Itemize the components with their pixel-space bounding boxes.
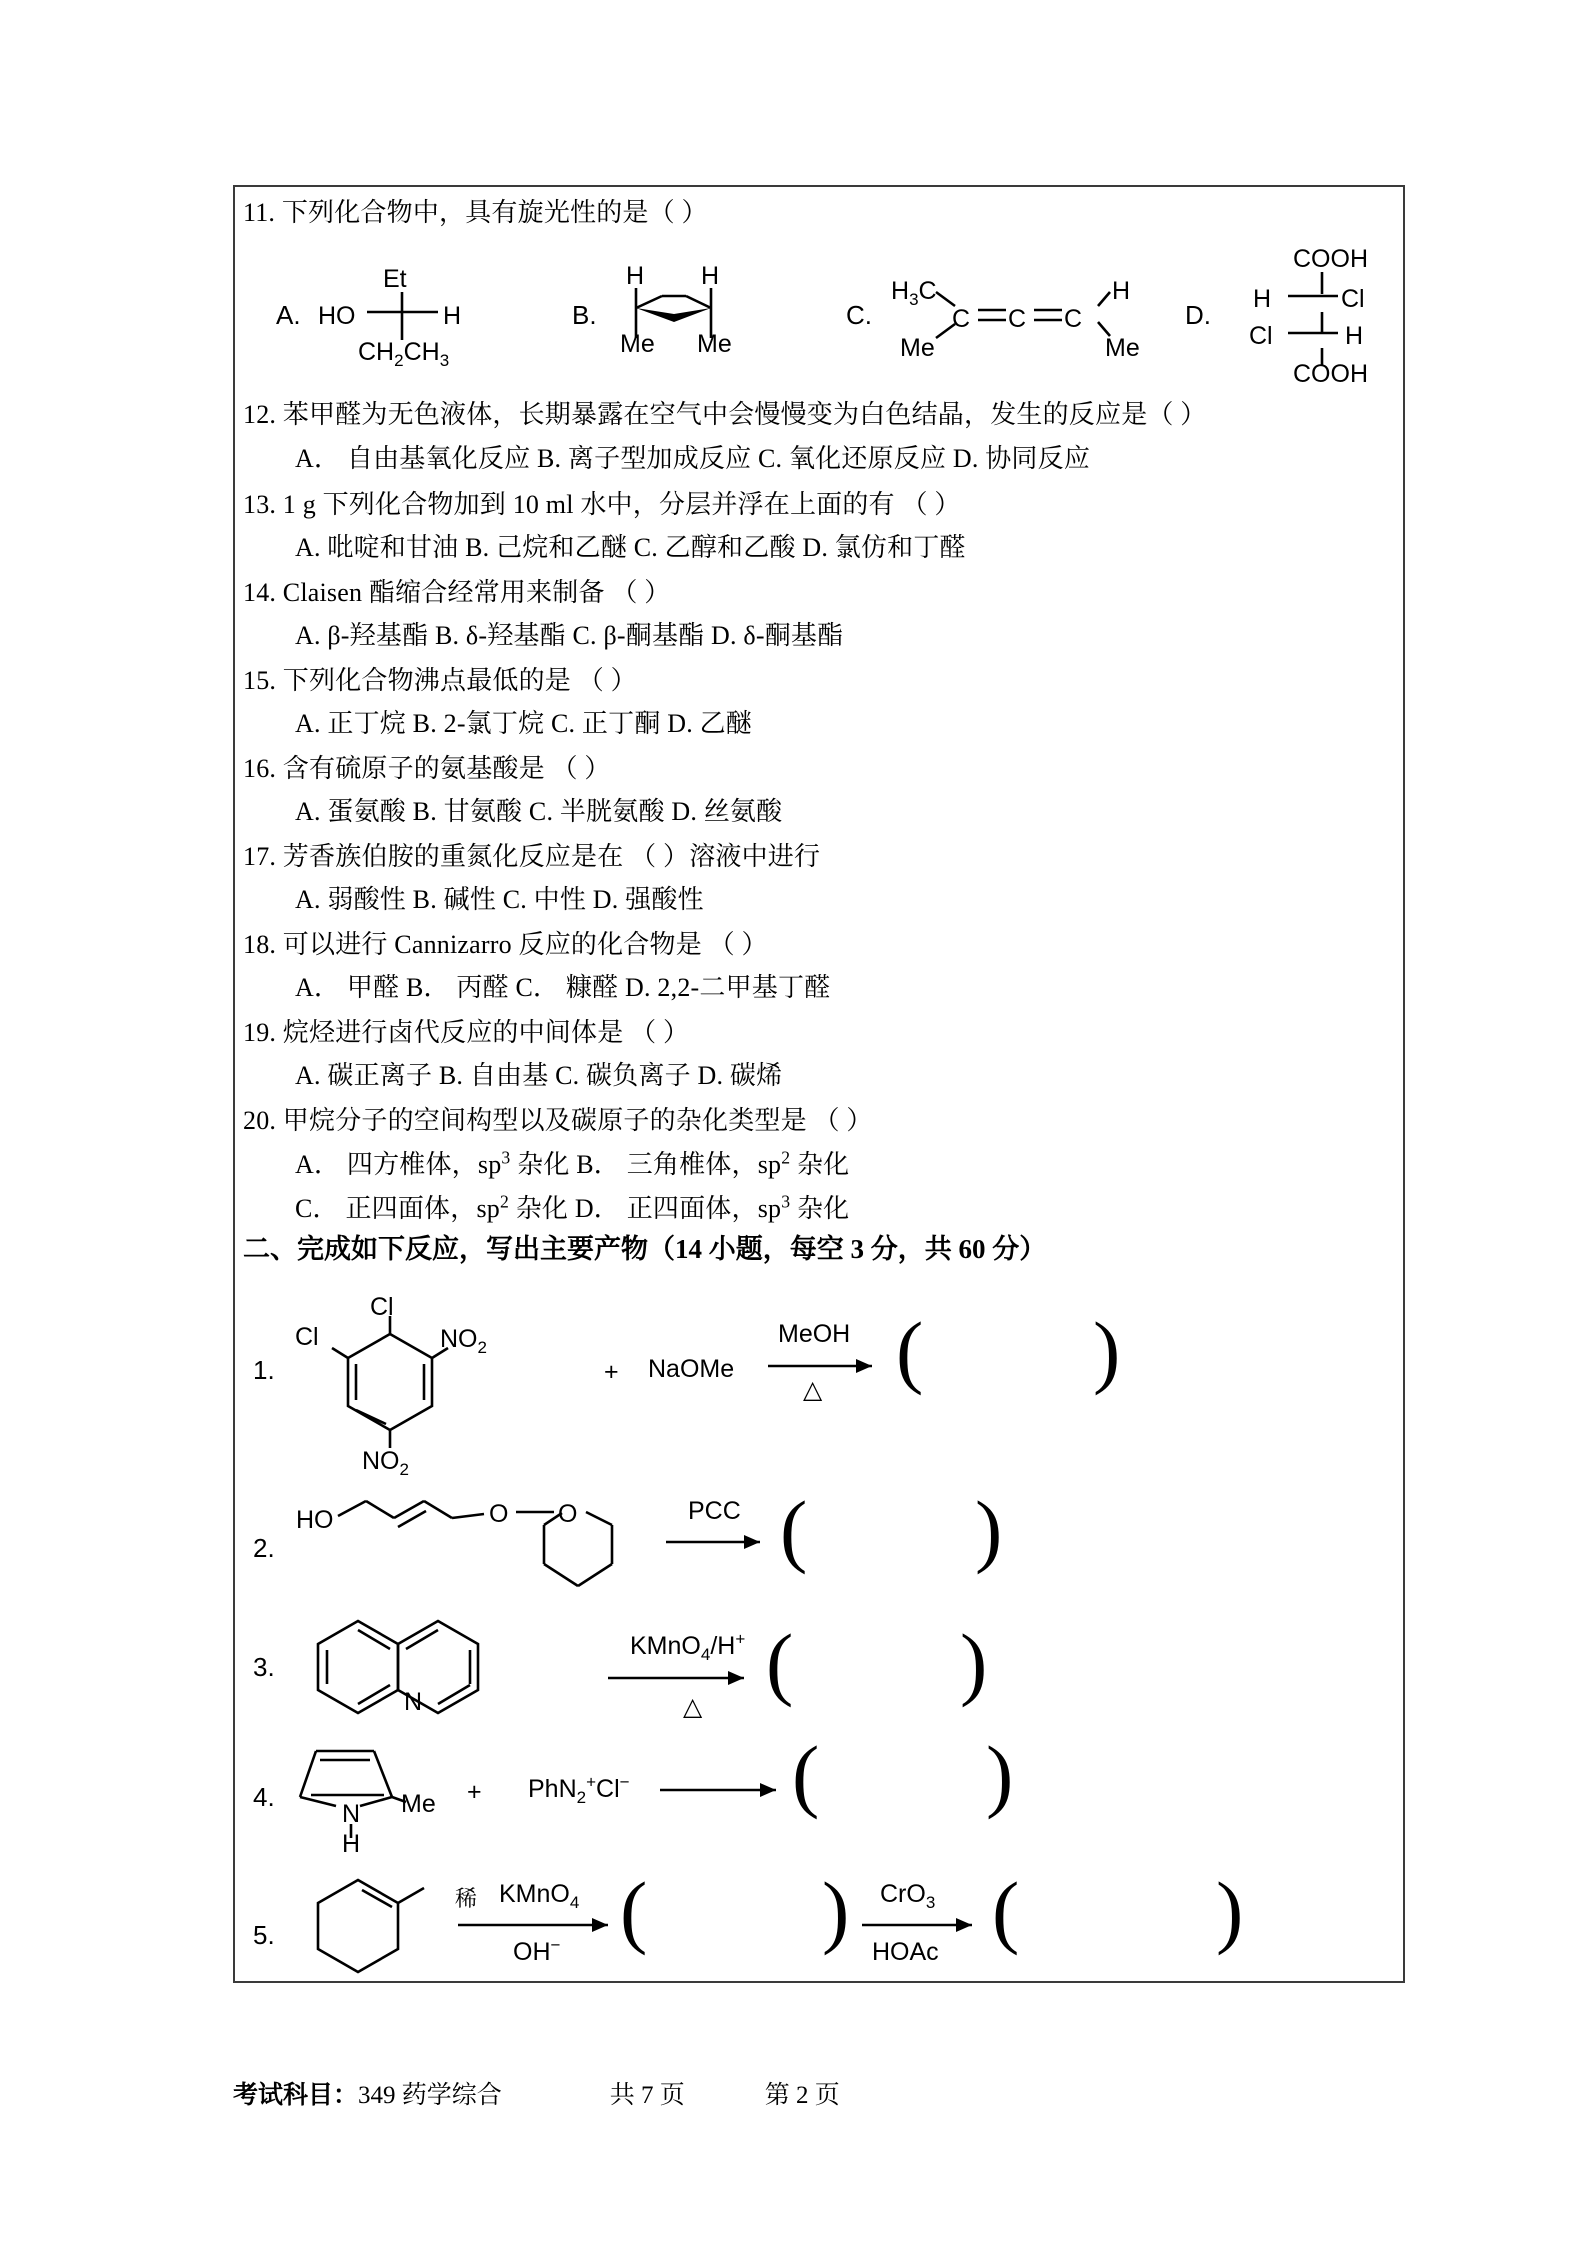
section-two-heading: 二、完成如下反应，写出主要产物（14 小题，每空 3 分，共 60 分） [243,1234,1047,1264]
footer-total-pages: 共 7 页 [609,2082,685,2109]
r3-arrow-top-label: KMnO$_4$/H+ [630,1629,746,1664]
question-15-stem: 15. 下列化合物沸点最低的是 （ ） [243,666,637,695]
q11b-atom-me-left: Me [620,330,655,358]
r5-answer-blank-1-close[interactable]: ) [822,1865,850,1956]
r3-answer-blank-open[interactable]: ( [766,1617,794,1708]
q11d-atom-h-2: H [1345,322,1364,350]
question-19-stem: 19. 烷烃进行卤代反应的中间体是 （ ） [243,1018,690,1047]
r3-atom-n: N [404,1688,423,1716]
r5-arrow2-bottom-label: HOAc [872,1938,939,1966]
q11a-atom-h: H [443,302,462,330]
question-11-choice-d-label: D. [1185,300,1211,330]
r4-plus-sign: + [467,1778,482,1806]
r5-arrow1-bottom-label: OH− [513,1935,561,1966]
footer-subject-label: 考试科目： [233,2082,359,2109]
r4-atom-n: N [342,1800,361,1828]
r4-atom-me: Me [401,1790,436,1818]
reaction-4-number: 4. [253,1782,275,1812]
r2-arrow-top-label: PCC [688,1497,741,1525]
q11b-atom-h-right: H [701,262,720,290]
q11c-atom-h3c: $H_3C$ [891,277,937,309]
r1-answer-blank-open[interactable]: ( [896,1305,924,1396]
question-11-stem: 11. 下列化合物中，具有旋光性的是（ ） [243,198,708,227]
question-20-stem: 20. 甲烷分子的空间构型以及碳原子的杂化类型是 （ ） [243,1106,873,1135]
q11d-atom-cooh-bottom: COOH [1293,360,1368,388]
q11d-atom-cl-1: Cl [1341,285,1365,313]
r5-answer-blank-2-close[interactable]: ) [1216,1865,1244,1956]
r1-atom-cl-left: Cl [295,1323,319,1351]
r4-answer-blank-close[interactable]: ) [986,1729,1014,1820]
question-16-stem: 16. 含有硫原子的氨基酸是 （ ） [243,754,611,783]
question-15-options: A. 正丁烷 B. 2-氯丁烷 C. 正丁酮 D. 乙醚 [295,709,752,738]
r5-answer-blank-1-open[interactable]: ( [620,1865,648,1956]
q11a-atom-ch2ch3: $CH_2CH_3$ [358,338,450,370]
q11d-atom-cl-2: Cl [1249,322,1273,350]
reaction-2-number: 2. [253,1533,275,1563]
r2-answer-blank-open[interactable]: ( [780,1484,808,1575]
question-16-options: A. 蛋氨酸 B. 甘氨酸 C. 半胱氨酸 D. 丝氨酸 [295,797,783,826]
r2-answer-blank-close[interactable]: ) [975,1484,1003,1575]
q11c-atom-c1: C [952,305,971,333]
question-12-options: A． 自由基氧化反应 B. 离子型加成反应 C. 氧化还原反应 D. 协同反应 [295,444,1091,473]
r1-plus-sign: + [604,1358,619,1386]
question-19-options: A. 碳正离子 B. 自由基 C. 碳负离子 D. 碳烯 [295,1061,783,1090]
q11c-atom-c3: C [1064,305,1083,333]
r4-atom-h: H [342,1830,361,1858]
r5-arrow1-top-label: KMnO$_4$ [499,1880,580,1912]
r2-atom-ho: HO [296,1506,334,1534]
q11b-atom-me-right: Me [697,330,732,358]
r5-arrow1-top-prefix: 稀 [455,1886,478,1911]
q11d-atom-h-1: H [1253,285,1272,313]
r4-reagent-diazonium: PhN$_2$+Cl− [528,1772,630,1807]
r3-arrow-bottom-label: △ [683,1693,703,1721]
question-11-choice-c-label: C. [846,300,872,330]
r5-arrow2-top-label: CrO$_3$ [880,1880,936,1912]
r1-arrow-top-label: MeOH [778,1320,851,1348]
question-14-stem: 14. Claisen 酯缩合经常用来制备 （ ） [243,578,671,607]
r5-answer-blank-2-open[interactable]: ( [992,1865,1020,1956]
question-11-choice-b-label: B. [572,300,597,330]
q11c-atom-h: H [1112,277,1131,305]
question-18-options: A． 甲醛 B． 丙醛 C． 糠醛 D. 2,2-二甲基丁醛 [295,973,831,1002]
r1-atom-no2-right: $NO_2$ [440,1325,487,1357]
question-17-options: A. 弱酸性 B. 碱性 C. 中性 D. 强酸性 [295,885,704,914]
question-13-options: A. 吡啶和甘油 B. 己烷和乙醚 C. 乙醇和乙酸 D. 氯仿和丁醛 [295,533,966,562]
question-20-options-line-1: A． 四方椎体，$sp^3$ 杂化 B． 三角椎体，$sp^2$ 杂化 [295,1147,850,1179]
r1-answer-blank-close[interactable]: ) [1093,1305,1121,1396]
r2-atom-o-ether: O [489,1500,509,1528]
q11c-atom-me-right: Me [1105,334,1140,362]
question-14-options: A. β-羟基酯 B. δ-羟基酯 C. β-酮基酯 D. δ-酮基酯 [295,621,844,650]
r3-answer-blank-close[interactable]: ) [960,1617,988,1708]
q11b-atom-h-left: H [626,262,645,290]
q11c-atom-me-left: Me [900,334,935,362]
question-17-stem: 17. 芳香族伯胺的重氮化反应是在 （ ）溶液中进行 [243,842,821,871]
r1-arrow-bottom-label: △ [803,1376,823,1404]
q11a-atom-ho: HO [318,302,356,330]
q11c-atom-c2: C [1008,305,1027,333]
footer-subject-value: 349 药学综合 [358,2082,502,2109]
page-footer [233,2075,840,2111]
footer-current-page: 第 2 页 [764,2082,840,2109]
q11d-atom-cooh-top: COOH [1293,245,1368,273]
question-18-stem: 18. 可以进行 Cannizarro 反应的化合物是 （ ） [243,930,768,959]
q11a-atom-et: Et [383,265,407,293]
r1-reagent-naome: NaOMe [648,1355,735,1383]
question-11-choice-a-label: A. [276,300,301,330]
question-13-stem: 13. 1 g 下列化合物加到 10 ml 水中，分层并浮在上面的有 （ ） [243,490,961,519]
r4-answer-blank-open[interactable]: ( [792,1729,820,1820]
r1-atom-no2-bottom: $NO_2$ [362,1447,409,1479]
question-12-stem: 12. 苯甲醛为无色液体，长期暴露在空气中会慢慢变为白色结晶，发生的反应是（ ） [243,400,1207,429]
reaction-1-number: 1. [253,1355,275,1385]
reaction-5-number: 5. [253,1920,275,1950]
r2-atom-o-ring: O [558,1500,578,1528]
question-20-options-line-2: C． 正四面体，$sp^2$ 杂化 D． 正四面体，$sp^3$ 杂化 [295,1191,850,1223]
reaction-3-number: 3. [253,1652,275,1682]
r1-atom-cl-top: Cl [370,1293,394,1321]
